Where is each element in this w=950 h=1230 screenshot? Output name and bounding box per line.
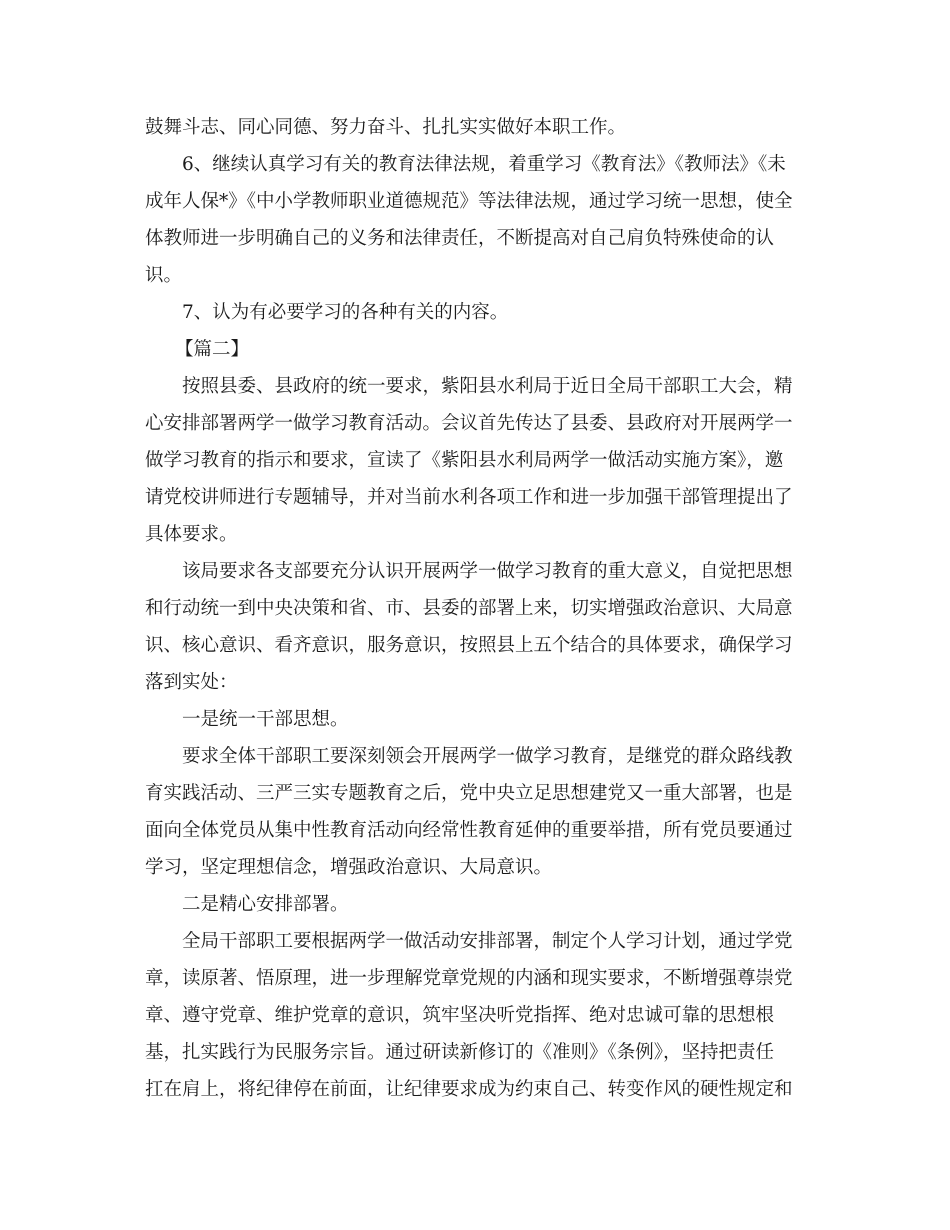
text-line-24: 章，读原著、悟原理，进一步理解党章党规的内涵和现实要求，不断增强尊崇党 xyxy=(145,968,793,989)
section-heading: 【篇二】 xyxy=(175,339,250,360)
subheading-2: 二是精心安排部署。 xyxy=(182,894,349,915)
text-line-16: 落到实处： xyxy=(145,672,238,693)
text-line-21: 学习，坚定理想信念，增强政治意识、大局意识。 xyxy=(145,857,553,878)
text-line-13: 该局要求各支部要充分认识开展两学一做学习教育的重大意义，自觉把思想 xyxy=(182,561,793,582)
text-line-1: 鼓舞斗志、同心同德、努力奋斗、扎扎实实做好本职工作。 xyxy=(145,117,627,138)
text-line-27: 扛在肩上，将纪律停在前面，让纪律要求成为约束自己、转变作风的硬性规定和 xyxy=(145,1079,793,1100)
text-line-15: 识、核心意识、看齐意识，服务意识，按照县上五个结合的具体要求，确保学习 xyxy=(145,635,793,656)
text-line-25: 章、遵守党章、维护党章的意识，筑牢坚决听党指挥、绝对忠诚可靠的思想根 xyxy=(145,1005,775,1026)
text-line-26: 基，扎实践行为民服务宗旨。通过研读新修订的《准则》《条例》，坚持把责任 xyxy=(145,1042,775,1063)
text-line-19: 育实践活动、三严三实专题教育之后，党中央立足思想建党又一重大部署，也是 xyxy=(145,783,793,804)
text-line-2: 6、继续认真学习有关的教育法律法规，着重学习《教育法》《教师法》《未 xyxy=(182,154,786,175)
text-line-10: 做学习教育的指示和要求，宣读了《紫阳县水利局两学一做活动实施方案》，邀 xyxy=(145,450,784,471)
text-line-4: 体教师进一步明确自己的义务和法律责任，不断提高对自己肩负特殊使命的认 xyxy=(145,228,775,249)
text-line-6: 7、认为有必要学习的各种有关的内容。 xyxy=(182,302,509,323)
text-line-14: 和行动统一到中央决策和省、市、县委的部署上来，切实增强政治意识、大局意 xyxy=(145,598,793,619)
text-line-3: 成年人保*》《中小学教师职业道德规范》等法律法规，通过学习统一思想，使全 xyxy=(145,191,793,212)
text-line-23: 全局干部职工要根据两学一做活动安排部署，制定个人学习计划，通过学党 xyxy=(182,931,793,952)
text-line-5: 识。 xyxy=(145,265,183,286)
text-line-18: 要求全体干部职工要深刻领会开展两学一做学习教育，是继党的群众路线教 xyxy=(182,746,793,767)
text-line-12: 具体要求。 xyxy=(145,524,238,545)
text-line-20: 面向全体党员从集中性教育活动向经常性教育延伸的重要举措，所有党员要通过 xyxy=(145,820,793,841)
subheading-1: 一是统一干部思想。 xyxy=(182,709,349,730)
text-line-9: 心安排部署两学一做学习教育活动。会议首先传达了县委、县政府对开展两学一 xyxy=(145,413,793,434)
text-line-8: 按照县委、县政府的统一要求，紫阳县水利局于近日全局干部职工大会，精 xyxy=(182,376,793,397)
text-line-11: 请党校讲师进行专题辅导，并对当前水利各项工作和进一步加强干部管理提出了 xyxy=(145,487,793,508)
